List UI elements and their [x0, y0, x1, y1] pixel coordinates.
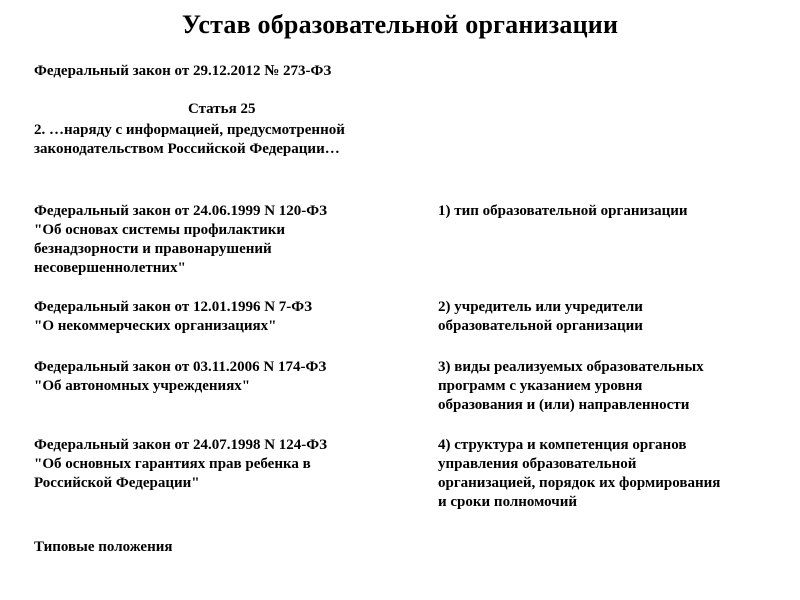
item-2-founder: 2) учредитель или учредители образовательной организации	[438, 299, 643, 334]
law-174-fz: Федеральный закон от 03.11.2006 N 174-ФЗ "Об автономных учреждениях"	[34, 359, 327, 394]
law-7-fz: Федеральный закон от 12.01.1996 N 7-ФЗ "О некоммерческих организациях"	[34, 299, 313, 334]
article-heading: Статья 25	[188, 101, 256, 117]
article-text: 2. …наряду с информацией, предусмотренной законодательством Российской Федерации…	[34, 122, 345, 157]
item-4-structure: 4) структура и компетенция органов управления образовательной организацией, порядок их формирования и сроки полномочий	[438, 437, 721, 510]
item-3-programs: 3) виды реализуемых образовательных программ с указанием уровня образования и (или) направленности	[438, 359, 704, 413]
page-title: Устав образовательной организации	[181, 10, 619, 39]
footer-typical-provisions: Типовые положения	[34, 539, 173, 555]
law-120-fz: Федеральный закон от 24.06.1999 N 120-ФЗ "Об основах системы профилактики безнадзорности и правонарушений несовершеннолетних"	[34, 203, 328, 276]
item-1-type: 1) тип образовательной организации	[438, 203, 688, 219]
main-law: Федеральный закон от 29.12.2012 № 273-ФЗ	[34, 63, 332, 79]
law-124-fz: Федеральный закон от 24.07.1998 N 124-ФЗ "Об основных гарантиях прав ребенка в Российской Федерации"	[34, 437, 328, 491]
